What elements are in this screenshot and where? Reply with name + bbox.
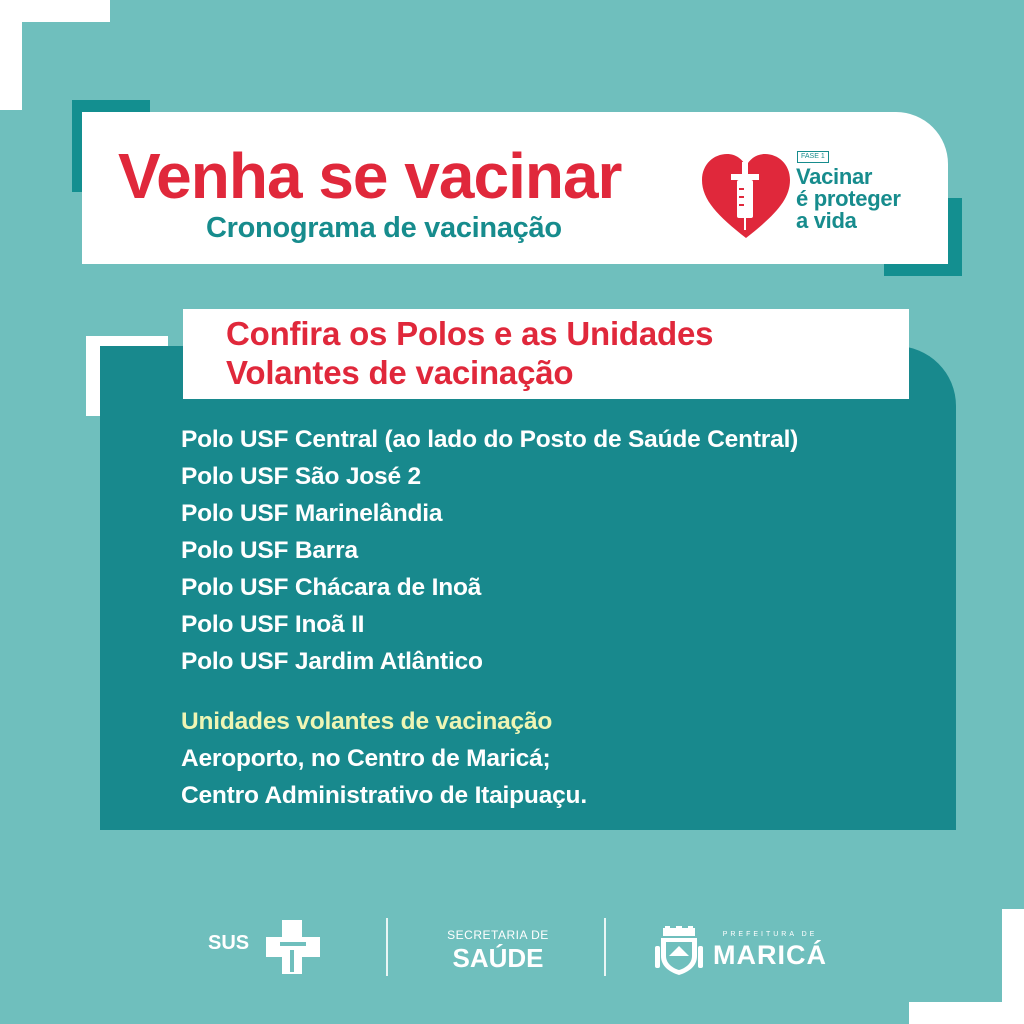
sus-logo-text: SUS <box>208 932 250 954</box>
volantes-title: Unidades volantes de vacinação <box>181 708 553 735</box>
saude-label: SAÚDE <box>452 943 544 973</box>
fase-tag: FASE 1 <box>797 151 829 163</box>
sus-cross-icon <box>262 916 324 978</box>
slogan-line: a vida <box>796 208 857 233</box>
list-item: Polo USF Chácara de Inoã <box>181 574 482 601</box>
slogan-line: Vacinar <box>796 164 873 189</box>
section-heading-line: Volantes de vacinação <box>226 354 574 391</box>
list-item: Centro Administrativo de Itaipuaçu. <box>181 782 587 809</box>
volantes-section <box>181 703 941 814</box>
footer-divider <box>604 918 606 976</box>
prefeitura-label: PREFEITURA DE <box>722 931 818 938</box>
footer-divider <box>386 918 388 976</box>
slogan <box>796 166 936 232</box>
list-item: Polo USF Inoã II <box>181 611 365 638</box>
list-item: Polo USF Central (ao lado do Posto de Saúde Central) <box>181 426 799 453</box>
list-item: Polo USF Marinelândia <box>181 500 443 527</box>
secretaria-label: SECRETARIA DE <box>447 928 549 942</box>
footer-logos <box>0 910 1024 980</box>
heart-syringe-icon <box>698 150 794 242</box>
list-item: Polo USF São José 2 <box>181 463 421 490</box>
polos-list <box>181 421 951 680</box>
marica-label: MARICÁ <box>713 940 827 970</box>
list-item: Aeroporto, no Centro de Maricá; <box>181 745 551 772</box>
list-item: Polo USF Barra <box>181 537 358 564</box>
corner-decoration-top-left <box>0 0 110 110</box>
list-item: Polo USF Jardim Atlântico <box>181 648 483 675</box>
section-heading-line: Confira os Polos e as Unidades <box>226 315 714 352</box>
slogan-line: é proteger <box>796 186 901 211</box>
marica-crest-icon <box>655 926 703 976</box>
page-subtitle: Cronograma de vacinação <box>206 212 562 244</box>
page-title: Venha se vacinar <box>118 140 622 212</box>
